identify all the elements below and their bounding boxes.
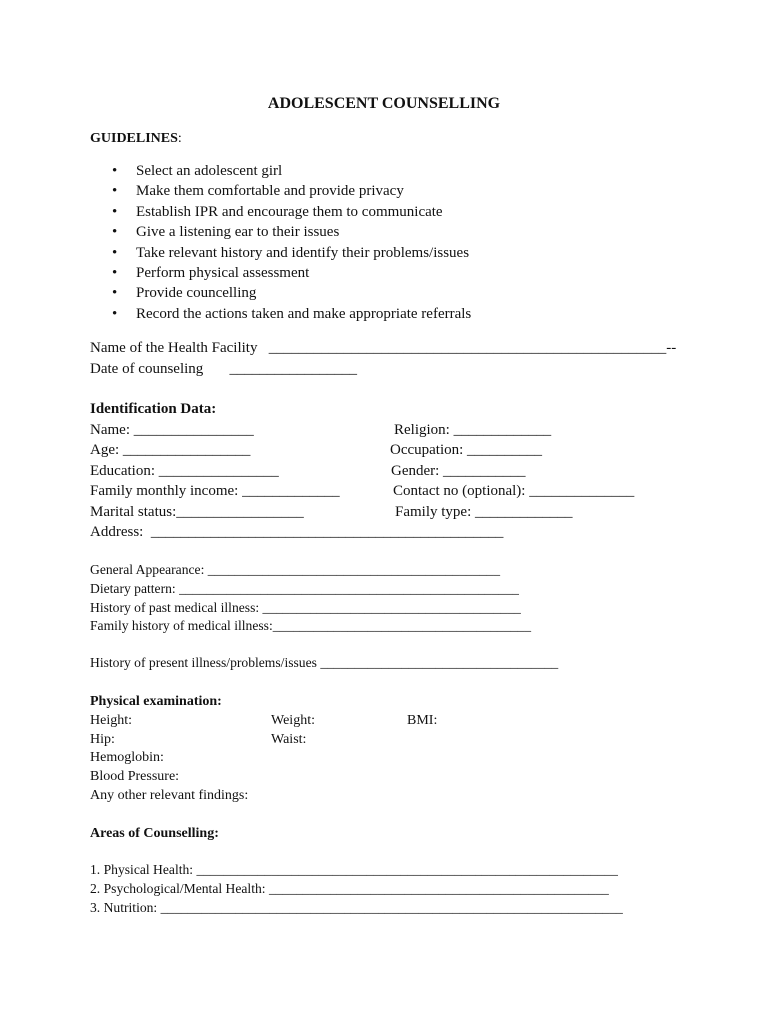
guideline-item — [108, 222, 471, 242]
physical-health-field[interactable]: 1. Physical Health: ______________________________________________________________ — [90, 862, 618, 877]
mental-health-field[interactable]: 2. Psychological/Mental Health: __________________________________________________ — [90, 881, 609, 896]
bullet-icon: • — [112, 285, 118, 302]
hemoglobin-label: Hemoglobin: — [90, 750, 164, 765]
guideline-item — [108, 243, 471, 263]
guideline-text: Perform physical assessment — [136, 265, 310, 282]
nutrition-field[interactable]: 3. Nutrition: ____________________________________________________________________ — [90, 900, 623, 915]
dietary-pattern-field[interactable]: Dietary pattern: __________________________________________________ — [90, 581, 519, 596]
identification-heading: Identification Data: — [90, 401, 217, 417]
bullet-icon: • — [112, 163, 118, 179]
counseling-date-field[interactable]: Date of counseling _________________ — [90, 361, 358, 377]
family-type-field[interactable]: Family type: _____________ — [395, 504, 573, 520]
guideline-text: Establish IPR and encourage them to communicate — [136, 203, 443, 220]
guideline-text: Provide councelling — [136, 285, 257, 302]
family-medical-history-field[interactable]: Family history of medical illness:______________________________________ — [90, 618, 532, 633]
counselling-areas-heading: Areas of Counselling: — [90, 826, 219, 841]
guideline-item — [108, 181, 471, 201]
guidelines-heading-text: GUIDELINES — [90, 131, 178, 146]
bullet-icon: • — [112, 244, 118, 261]
bullet-icon: • — [112, 265, 118, 282]
general-appearance-field[interactable]: General Appearance: ___________________________________________ — [90, 562, 501, 577]
marital-status-field[interactable]: Marital status:_________________ — [90, 504, 304, 520]
bullet-icon: • — [112, 183, 118, 200]
guideline-text: Take relevant history and identify their problems/issues — [136, 244, 470, 261]
weight-label: Weight: — [271, 713, 315, 728]
bullet-icon: • — [112, 203, 118, 220]
health-facility-field[interactable]: Name of the Health Facility _____________________________________________________-- — [90, 340, 677, 356]
address-field[interactable]: Address: _______________________________________________ — [90, 524, 504, 540]
religion-field[interactable]: Religion: _____________ — [394, 422, 552, 438]
education-field[interactable]: Education: ________________ — [90, 463, 279, 479]
bmi-label: BMI: — [407, 713, 438, 728]
guideline-text: Make them comfortable and provide privacy — [136, 183, 404, 200]
contact-field[interactable]: Contact no (optional): ______________ — [393, 483, 635, 499]
height-label: Height: — [90, 713, 132, 728]
bullet-icon: • — [112, 224, 118, 241]
waist-label: Waist: — [271, 732, 307, 747]
guideline-item — [108, 304, 471, 324]
name-field[interactable]: Name: ________________ — [90, 422, 254, 438]
guideline-text: Record the actions taken and make appropriate referrals — [136, 305, 472, 322]
bullet-icon: • — [112, 305, 118, 322]
guideline-item — [108, 161, 471, 181]
guidelines-heading — [90, 129, 182, 148]
page-title: ADOLESCENT COUNSELLING — [267, 95, 501, 112]
past-medical-illness-field[interactable]: History of past medical illness: ______________________________________ — [90, 600, 521, 615]
family-income-field[interactable]: Family monthly income: _____________ — [90, 483, 340, 499]
guideline-item — [108, 263, 471, 283]
guideline-text: Select an adolescent girl — [136, 163, 283, 179]
other-findings-label: Any other relevant findings: — [90, 788, 249, 803]
gender-field[interactable]: Gender: ___________ — [391, 463, 526, 479]
age-field[interactable]: Age: _________________ — [90, 442, 251, 458]
guidelines-list — [108, 161, 471, 324]
guidelines-heading-colon: : — [177, 131, 182, 146]
occupation-field[interactable]: Occupation: __________ — [390, 442, 543, 458]
present-illness-field[interactable]: History of present illness/problems/issues ___________________________________ — [90, 655, 559, 670]
guideline-item — [108, 283, 471, 303]
hip-label: Hip: — [90, 732, 115, 747]
physical-exam-heading: Physical examination: — [90, 694, 222, 709]
guideline-item — [108, 202, 471, 222]
guideline-text: Give a listening ear to their issues — [136, 224, 340, 241]
blood-pressure-label: Blood Pressure: — [90, 769, 180, 784]
